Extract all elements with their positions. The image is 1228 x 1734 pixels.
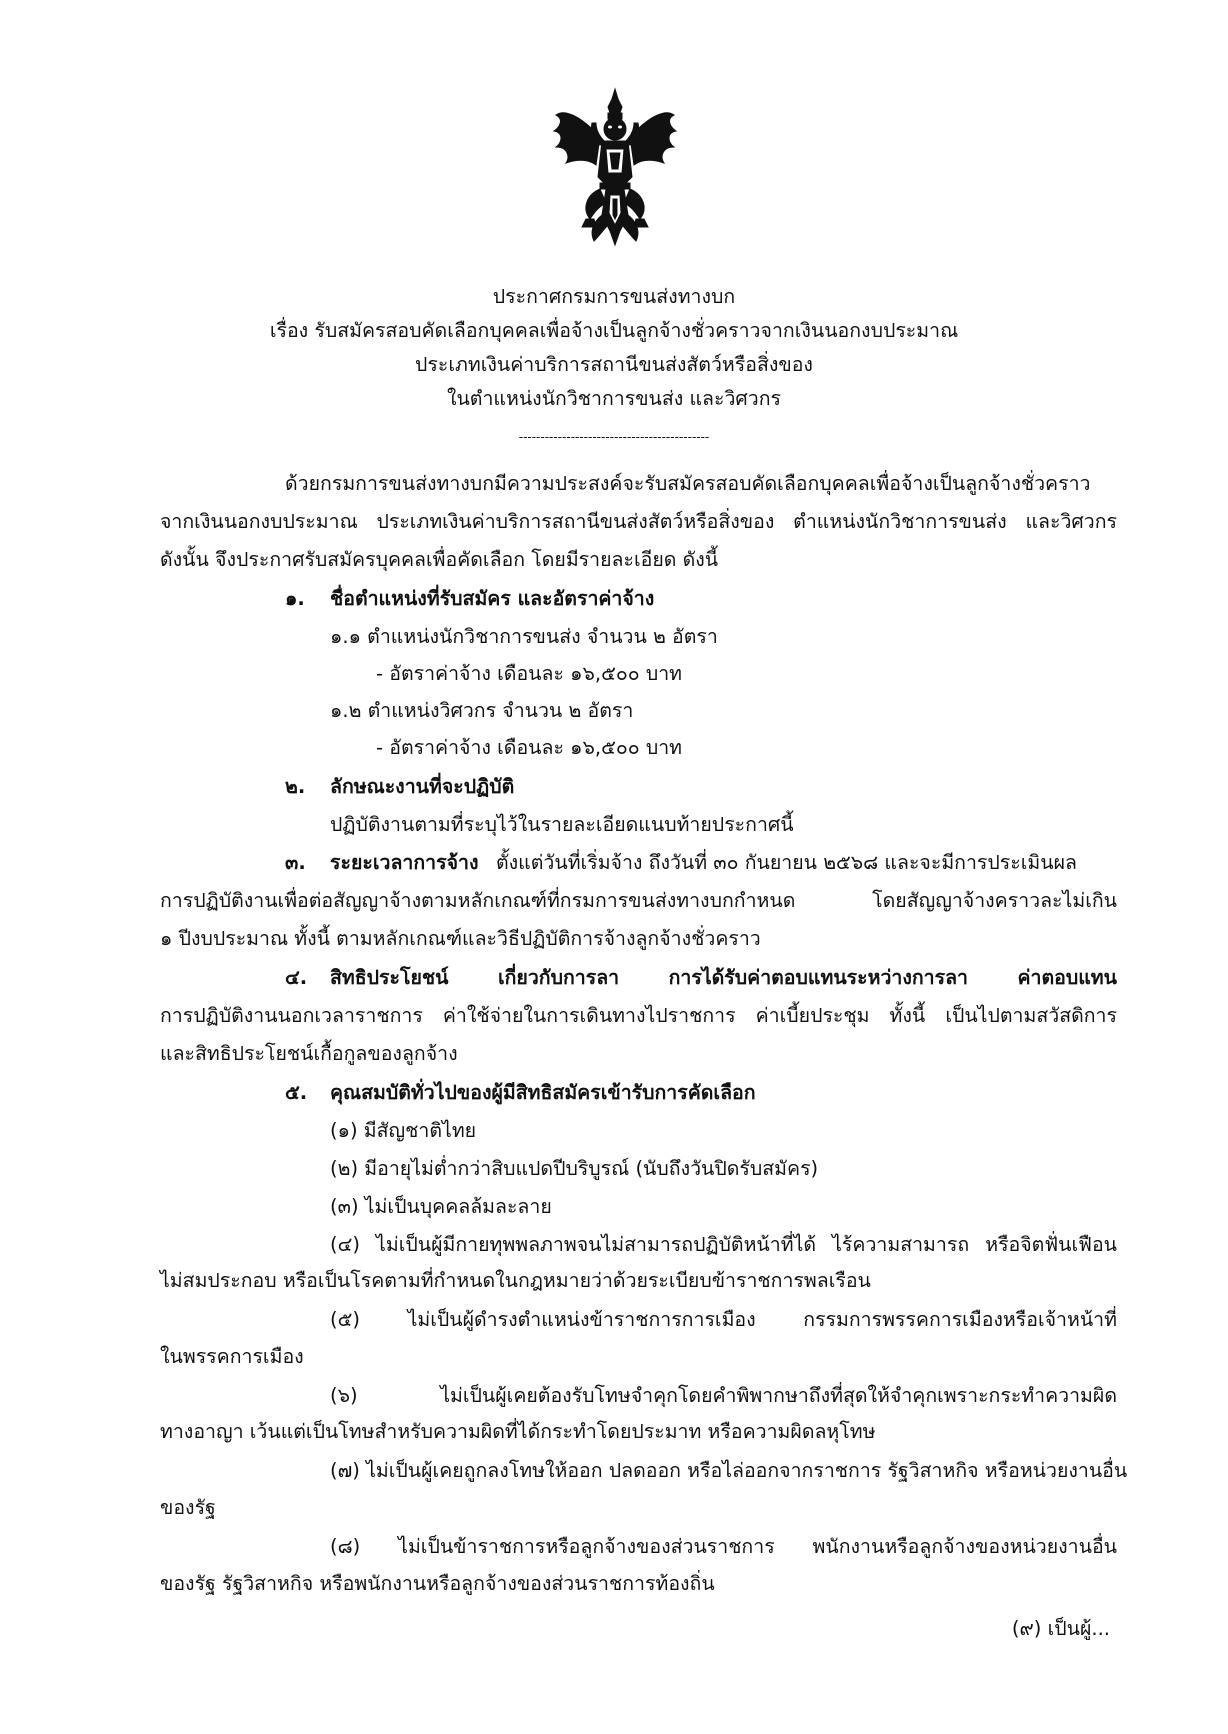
- section1-item-2: ๑.๒ ตำแหน่งวิศวกร จำนวน ๒ อัตรา: [330, 699, 634, 722]
- qualification-4: (๔) ไม่เป็นผู้มีกายทุพพลภาพจนไม่สามารถปฏิบัติหน้าที่ได้ ไร้ความสามารถ หรือจิตฟั่นเฟือน: [330, 1233, 1117, 1256]
- section4-heading: สิทธิประโยชน์ เกี่ยวกับการลา การได้รับค่าตอบแทนระหว่างการลา ค่าตอบแทน: [330, 966, 1117, 989]
- qualification-8: (๘) ไม่เป็นข้าราชการหรือลูกจ้างของส่วนราชการ พนักงานหรือลูกจ้างของหน่วยงานอื่น: [330, 1535, 1117, 1558]
- title-line-4: ในตำแหน่งนักวิชาการขนส่ง และวิศวกร: [446, 387, 782, 410]
- section2-text: ปฏิบัติงานตามที่ระบุไว้ในรายละเอียดแนบท้ายประกาศนี้: [330, 813, 794, 836]
- qualification-7: (๗) ไม่เป็นผู้เคยถูกลงโทษให้ออก ปลดออก หรือไล่ออกจากราชการ รัฐวิสาหกิจ หรือหน่วยงานอื่น: [330, 1459, 1128, 1482]
- section3-number: ๓.: [285, 851, 306, 874]
- intro-line-2: จากเงินนอกงบประมาณ ประเภทเงินค่าบริการสถานีขนส่งสัตว์หรือสิ่งของ ตำแหน่งนักวิชาการขนส่ง และวิศวกร: [160, 510, 1117, 533]
- page-continuation: (๙) เป็นผู้...: [1011, 1617, 1110, 1640]
- garuda-emblem-icon: [550, 85, 680, 255]
- qualification-7-cont: ของรัฐ: [160, 1496, 216, 1519]
- section2-number: ๒.: [285, 775, 306, 798]
- qualification-5-cont: ในพรรคการเมือง: [160, 1345, 304, 1368]
- section3-heading: ระยะเวลาการจ้าง: [330, 851, 479, 874]
- intro-line-3: ดังนั้น จึงประกาศรับสมัครบุคคลเพื่อคัดเลือก โดยมีรายละเอียด ดังนี้: [160, 548, 719, 571]
- section4-line-3: และสิทธิประโยชน์เกื้อกูลของลูกจ้าง: [160, 1042, 458, 1065]
- qualification-4-cont: ไม่สมประกอบ หรือเป็นโรคตามที่กำหนดในกฎหมายว่าด้วยระเบียบข้าราชการพลเรือน: [160, 1269, 871, 1292]
- section3-line-2: การปฏิบัติงานเพื่อต่อสัญญาจ้างตามหลักเกณฑ์ที่กรมการขนส่งทางบกกำหนด โดยสัญญาจ้างคราวละไม่เกิน: [160, 889, 1117, 912]
- section4-number: ๔.: [285, 966, 308, 989]
- section2-heading: ลักษณะงานที่จะปฏิบัติ: [330, 775, 515, 798]
- title-line-2: เรื่อง รับสมัครสอบคัดเลือกบุคคลเพื่อจ้างเป็นลูกจ้างชั่วคราวจากเงินนอกงบประมาณ: [269, 319, 959, 342]
- qualification-6: (๖) ไม่เป็นผู้เคยต้องรับโทษจำคุกโดยคำพิพากษาถึงที่สุดให้จำคุกเพราะกระทำความผิด: [330, 1384, 1117, 1407]
- qualification-8-cont: ของรัฐ รัฐวิสาหกิจ หรือพนักงานหรือลูกจ้างของส่วนราชการท้องถิ่น: [160, 1572, 715, 1595]
- qualification-5: (๕) ไม่เป็นผู้ดำรงตำแหน่งข้าราชการการเมือง กรรมการพรรคการเมืองหรือเจ้าหน้าที่: [330, 1308, 1117, 1331]
- section5-heading: คุณสมบัติทั่วไปของผู้มีสิทธิสมัครเข้ารับการคัดเลือก: [330, 1081, 756, 1104]
- section1-item-2-rate: - อัตราค่าจ้าง เดือนละ ๑๖,๕๐๐ บาท: [376, 736, 683, 759]
- section1-number: ๑.: [285, 587, 305, 610]
- title-divider: --------------------------------------------: [518, 430, 710, 444]
- section1-item-1-rate: - อัตราค่าจ้าง เดือนละ ๑๖,๕๐๐ บาท: [376, 662, 683, 685]
- qualification-2: (๒) มีอายุไม่ต่ำกว่าสิบแปดปีบริบูรณ์ (นับถึงวันปิดรับสมัคร): [330, 1157, 819, 1180]
- section1-item-1: ๑.๑ ตำแหน่งนักวิชาการขนส่ง จำนวน ๒ อัตรา: [330, 625, 718, 648]
- title-line-3: ประเภทเงินค่าบริการสถานีขนส่งสัตว์หรือสิ่งของ: [415, 353, 813, 376]
- section4-line-2: การปฏิบัติงานนอกเวลาราชการ ค่าใช้จ่ายในการเดินทางไปราชการ ค่าเบี้ยประชุม ทั้งนี้ เป็นไปตามสวัสดิการ: [160, 1004, 1117, 1027]
- section3-line-3: ๑ ปีงบประมาณ ทั้งนี้ ตามหลักเกณฑ์และวิธีปฏิบัติการจ้างลูกจ้างชั่วคราว: [160, 927, 761, 950]
- intro-line-1: ด้วยกรมการขนส่งทางบกมีความประสงค์จะรับสมัครสอบคัดเลือกบุคคลเพื่อจ้างเป็นลูกจ้างชั่วคราว: [285, 472, 1091, 495]
- qualification-1: (๑) มีสัญชาติไทย: [330, 1119, 477, 1142]
- qualification-3: (๓) ไม่เป็นบุคคลล้มละลาย: [330, 1195, 552, 1218]
- section5-number: ๕.: [285, 1081, 308, 1104]
- qualification-6-cont: ทางอาญา เว้นแต่เป็นโทษสำหรับความผิดที่ได้กระทำโดยประมาท หรือความผิดลหุโทษ: [160, 1420, 876, 1443]
- section1-heading: ชื่อตำแหน่งที่รับสมัคร และอัตราค่าจ้าง: [330, 587, 655, 610]
- title-line-1: ประกาศกรมการขนส่งทางบก: [492, 285, 736, 308]
- section3-line-1: ตั้งแต่วันที่เริ่มจ้าง ถึงวันที่ ๓๐ กันยายน ๒๕๖๘ และจะมีการประเมินผล: [496, 851, 1077, 874]
